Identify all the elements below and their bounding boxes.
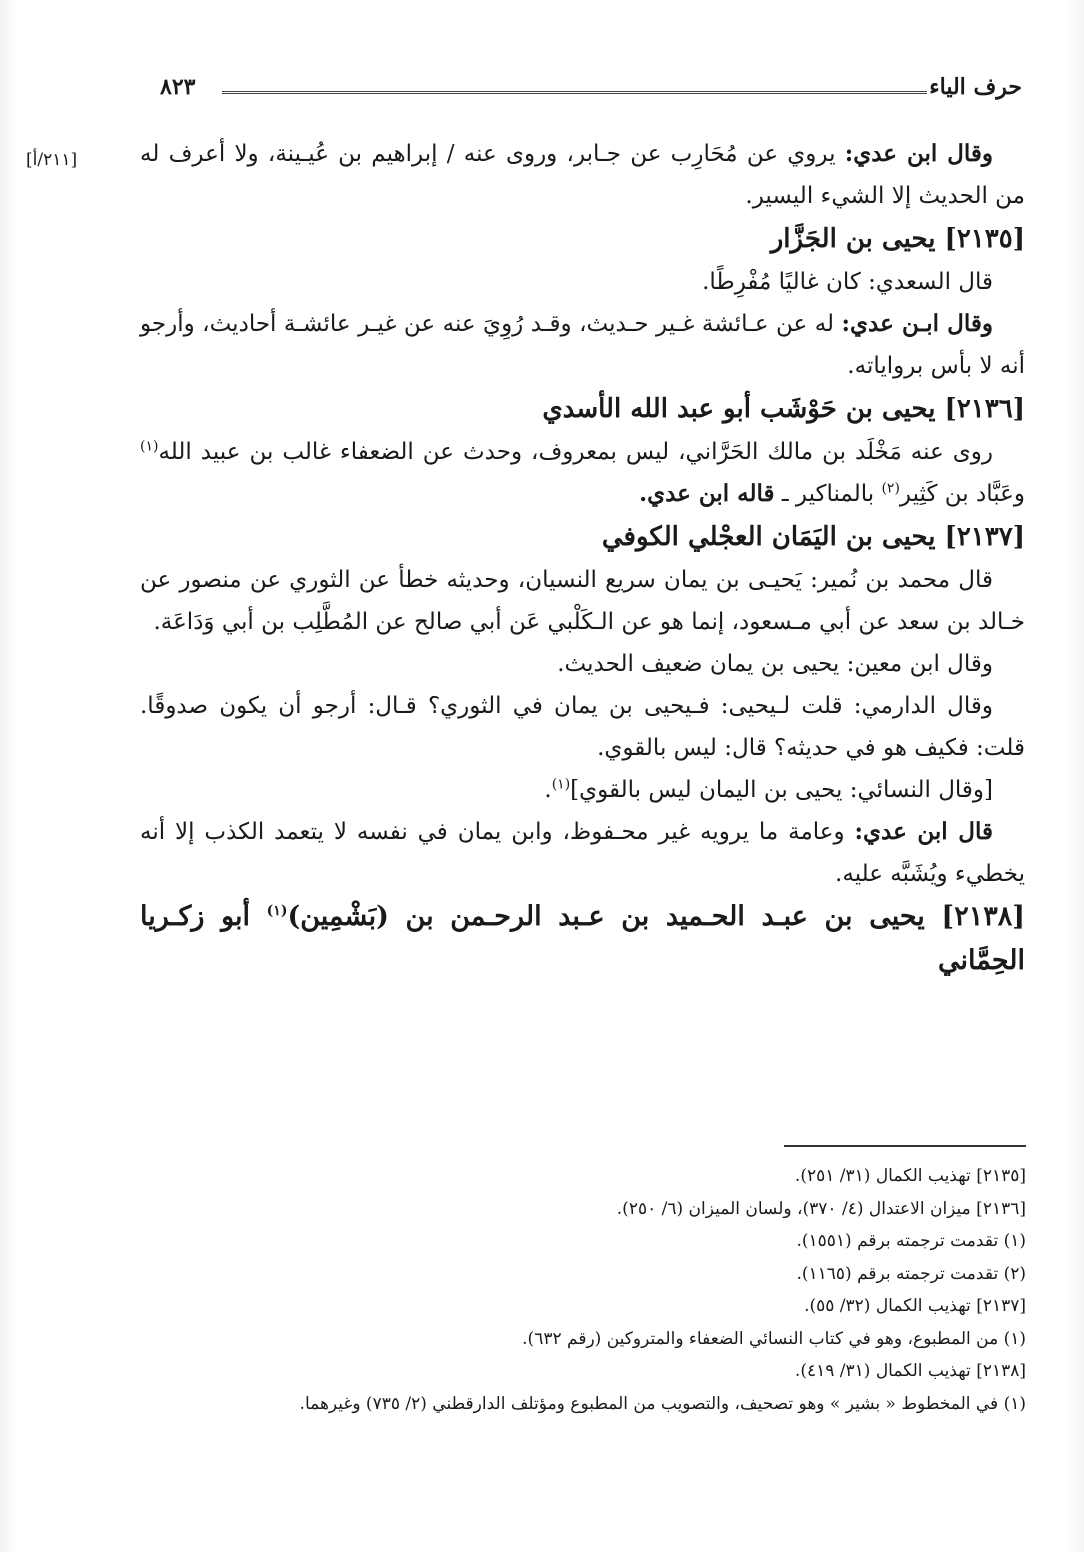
- footnote: (١) في المخطوط « بشير » وهو تصحيف، والتصويب من المطبوع ومؤتلف الدارقطني (٢/ ٧٣٥) وغيرهما.: [299, 1393, 1026, 1414]
- paragraph-ibn-adi-2: [140, 303, 1025, 387]
- paragraph-text: له عن عـائشة غـير حـديث، وقـد رُوِيَ عنه عن غيـر عائشـة أحاديث، وأرجو أنه لا بأس برواياته.: [140, 311, 1025, 379]
- heading-text: [٢١٣٨] يحيى بن عبـد الحـميد بن عـبد الرحـمن بن (بَشْمِين): [287, 901, 1025, 932]
- header-rule: [222, 91, 927, 94]
- speaker-label: قاله ابن عدي.: [639, 480, 775, 507]
- running-title: حرف الياء: [929, 74, 1022, 100]
- speaker-label: وقال ابـن عدي:: [841, 310, 993, 337]
- footnote-marker: (٢): [881, 480, 900, 497]
- entry-heading-2136: [٢١٣٦] يحيى بن حَوْشَب أبو عبد الله الأسدي: [542, 394, 1025, 424]
- page-header: [160, 74, 1022, 110]
- speaker-label: وقال ابن عدي:: [844, 140, 993, 167]
- paragraph-ibn-adi-1: [140, 133, 1025, 217]
- footnote: (١) من المطبوع، وهو في كتاب النسائي الضعفاء والمتروكين (رقم ٦٣٢).: [522, 1328, 1026, 1349]
- heading-text: أبو زكـريا الحِمَّاني: [140, 901, 1025, 976]
- entry-heading-2135: [٢١٣٥] يحيى بن الجَزَّار: [770, 224, 1025, 254]
- paragraph-text: بالمناكير ـ: [774, 481, 882, 507]
- manuscript-folio-ref: [٢١١/أ]: [26, 150, 78, 170]
- footnote: (٢) تقدمت ترجمته برقم (١١٦٥).: [796, 1263, 1026, 1284]
- paragraph-text: [وقال النسائي: يحيى بن اليمان ليس بالقوي]: [570, 777, 993, 803]
- entry-heading-2138: [140, 895, 1025, 983]
- paragraph-text: وعَبَّاد بن كَثِير: [899, 481, 1025, 507]
- footnote: [٢١٣٦] ميزان الاعتدال (٤/ ٣٧٠)، ولسان الميزان (٦/ ٢٥٠).: [616, 1198, 1026, 1219]
- paragraph-ibn-adi-3: [140, 811, 1025, 895]
- entry-heading-2137: [٢١٣٧] يحيى بن اليَمَان العجْلي الكوفي: [601, 522, 1025, 552]
- paragraph-text: يروي عن مُحَارِب عن جـابر، وروى عنه / إبراهيم بن عُيـينة، ولا أعرف له من الحديث إلا الشيء اليسير.: [140, 141, 1025, 209]
- footnote: (١) تقدمت ترجمته برقم (١٥٥١).: [796, 1231, 1026, 1251]
- paragraph-darimi: وقال الدارمي: قلت لـيحيى: فـيحيى بن يمان في الثوري؟ قـال: أرجو أن يكون صدوقًا. قلت: فكيف هو في حديثه؟ قال: ليس بالقوي.: [140, 693, 1025, 761]
- main-text: [140, 133, 1025, 983]
- footnote: [٢١٣٥] تهذيب الكمال (٣١/ ٢٥١).: [794, 1166, 1026, 1186]
- page-number: ٨٢٣: [160, 74, 196, 100]
- paragraph-nasai: [140, 769, 1025, 811]
- paragraph-ibn-main: وقال ابن معين: يحيى بن يمان ضعيف الحديث.: [557, 651, 993, 677]
- footnote-marker: (١): [266, 903, 288, 919]
- paragraph-saadi: قال السعدي: كان غاليًا مُفْرِطًا.: [702, 269, 993, 295]
- footnote: [٢١٣٧] تهذيب الكمال (٣٢/ ٥٥).: [804, 1296, 1026, 1316]
- paragraph-narrators: [140, 431, 1025, 515]
- paragraph-text: .: [544, 777, 552, 803]
- speaker-label: قال ابن عدي:: [854, 818, 993, 845]
- paragraph-text: وعامة ما يرويه غير محـفوظ، وابن يمان في نفسه لا يتعمد الكذب إلا أنه يخطيء ويُشَبَّه عليه.: [140, 819, 1025, 887]
- footnote-marker: (١): [140, 438, 159, 455]
- footnote: [٢١٣٨] تهذيب الكمال (٣١/ ٤١٩).: [794, 1361, 1026, 1381]
- footnotes: [146, 1160, 1026, 1420]
- paragraph-ibn-numayr: قال محمد بن نُمير: يَحيـى بن يمان سريع النسيان، وحديثه خطأ عن الثوري عن منصور عن خـالد بن سعد عن أبي مـسعود، إنما هو عن الـكَلْبي عَن أبي صالح عن المُطَّلِب بن أبي وَدَاعَة.: [140, 567, 1025, 635]
- paragraph-text: روى عنه مَخْلَد بن مالك الحَرَّاني، ليس بمعروف، وحدث عن الضعفاء غالب بن عبيد الله: [158, 439, 993, 465]
- footnote-separator: [784, 1145, 1026, 1147]
- footnote-marker: (١): [551, 776, 571, 793]
